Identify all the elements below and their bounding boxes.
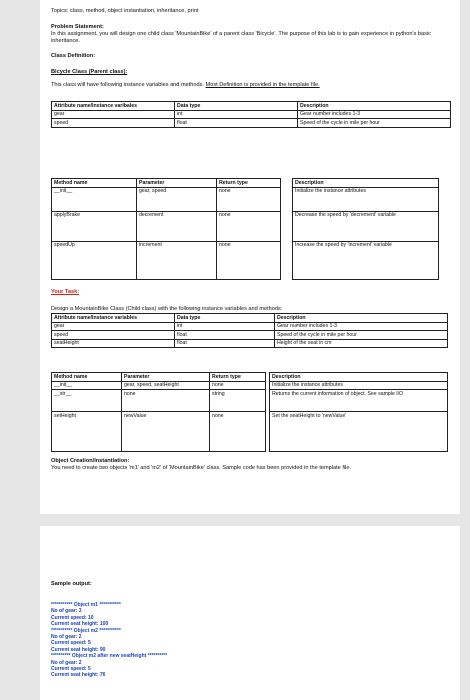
column-header: Description	[270, 373, 448, 382]
console-line: Current speed: 10	[51, 614, 94, 621]
column-header: Description	[275, 314, 448, 323]
parent-methods-table	[51, 178, 439, 280]
console-line: Current seat height: 90	[51, 646, 106, 653]
column-header: Parameter	[137, 179, 217, 188]
table-row: __init__ gear, speed none Initialize the instance attributes	[52, 187, 439, 211]
parent-class-heading: Bicycle Class (Parent class):	[51, 69, 128, 75]
child-methods-table	[51, 372, 448, 452]
document-page-1	[40, 0, 460, 514]
table-row: __init__ gear, speed, seatHeight none Initialize the instance attributes	[52, 381, 448, 390]
table-row: __str__ none string Returns the current information of object. See sample I/O	[52, 390, 448, 412]
table-row: gear int Gear number includes 1-3	[52, 322, 448, 331]
console-line: No of gear: 3	[51, 608, 82, 615]
column-header: Parameter	[122, 373, 210, 382]
console-line: *********** Object m2 ***********	[51, 627, 121, 634]
column-header: Return type	[210, 373, 266, 382]
sample-output-heading: Sample output:	[51, 581, 92, 587]
column-header: Attribute name/Instance variables	[52, 314, 175, 323]
problem-statement-text: In this assignment, you will design one child class 'MountainBike' of a parent class 'Bicycle'. The purpose of this lab is to gain experience in python's basic inheritance.	[51, 31, 431, 45]
table-row: setHeight newValue none Set the seatHeight to 'newValue'	[52, 412, 448, 452]
table-row: gear int Gear number includes 1-3	[52, 110, 451, 119]
column-header: Return type	[217, 179, 281, 188]
console-line: ********** Object m2 after new seatHeight **********	[51, 653, 168, 660]
table-row: seatHeight float Height of the seat in cm	[52, 339, 448, 348]
child-attributes-table	[51, 313, 448, 348]
column-header: Attribute name/Instance varibales	[52, 102, 175, 111]
task-intro: Design a MountainBike Class (Child class) with the following instance variables and methods:	[51, 306, 283, 312]
column-header: Data type	[175, 314, 275, 323]
column-header: Description	[298, 102, 451, 111]
table-row: speed float Speed of the cycle in mile per hour	[52, 331, 448, 340]
column-header: Method name	[52, 373, 122, 382]
table-row: speed float Speed of the cycle in mile per hour	[52, 119, 451, 128]
column-header: Data type	[175, 102, 298, 111]
object-creation-text: You need to create two objects 'm1' and 'm2' of 'MountainBike' class. Sample code has been provided in the template file.	[51, 465, 352, 471]
console-line: Current speed: 5	[51, 640, 91, 647]
table-row: speedUp increment none Increase the speed by 'increment' variable	[52, 241, 439, 279]
parent-attributes-table	[51, 101, 451, 128]
console-line: No of gear: 2	[51, 634, 82, 641]
template-note: Most Definition is provided in the template file.	[205, 82, 320, 88]
document-page-2	[40, 526, 460, 700]
console-line: Current seat height: 100	[51, 621, 109, 628]
console-line: Current seat height: 76	[51, 672, 106, 679]
sample-output-console	[51, 602, 167, 679]
console-line: No of gear: 2	[51, 659, 82, 666]
object-creation-heading: Object Creation/Instantiation:	[51, 458, 130, 464]
column-header: Description	[293, 179, 439, 188]
table-row: applyBrake decrement none Decrease the speed by 'decrement' variable	[52, 211, 439, 241]
class-definition-heading: Class Definition:	[51, 53, 96, 59]
problem-statement-heading: Problem Statement:	[51, 24, 104, 30]
your-task-heading: Your Task:	[51, 289, 80, 295]
column-header: Method name	[52, 179, 137, 188]
console-line: Current speed: 5	[51, 666, 91, 673]
parent-intro	[51, 82, 320, 89]
console-line: *********** Object m1 ***********	[51, 602, 121, 608]
topics-line: Topics: class, method, object instantiation, inheritance, print	[51, 8, 199, 14]
parent-intro-text: This class will have following instance variables and methods.	[51, 82, 204, 88]
